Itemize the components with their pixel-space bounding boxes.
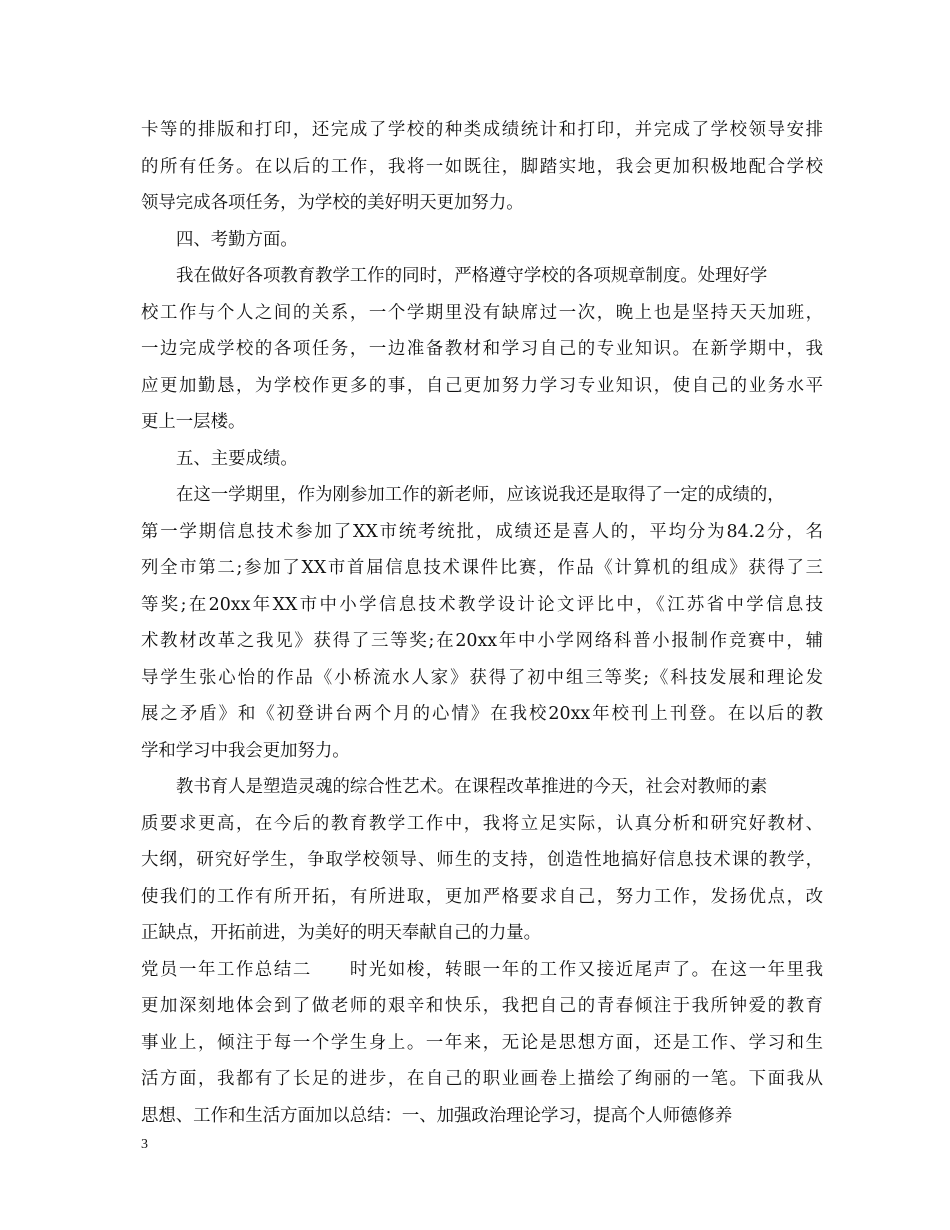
text-line: 第一学期信息技术参加了XX市统考统批，成绩还是喜人的，平均分为84.2分，名 xyxy=(141,521,823,542)
text-line: 大纲，研究好学生，争取学校领导、师生的支持，创造性地搞好信息技术课的教学， xyxy=(141,850,823,870)
text-line: 卡等的排版和打印，还完成了学校的种类成绩统计和打印，并完成了学校领导安排 xyxy=(141,120,823,140)
text-line: 更上一层楼。 xyxy=(141,412,246,432)
section-heading: 四、考勤方面。 xyxy=(176,229,298,250)
text-line: 学和学习中我会更加努力。 xyxy=(141,740,350,761)
text-line: 我在做好各项教育教学工作的同时，严格遵守学校的各项规章制度。处理好学 xyxy=(176,266,768,286)
text-line: 术教材改革之我见》获得了三等奖;在20xx年中小学网络科普小报制作竞赛中，辅 xyxy=(141,631,823,651)
text-line: 导学生张心怡的作品《小桥流水人家》获得了初中组三等奖;《科技发展和理论发 xyxy=(141,667,823,688)
text-line: 党员一年工作总结二 时光如梭，转眼一年的工作又接近尾声了。在这一年里我 xyxy=(141,959,823,980)
text-line: 列全市第二;参加了XX市首届信息技术课件比赛，作品《计算机的组成》获得了三 xyxy=(141,558,823,578)
section-heading: 五、主要成绩。 xyxy=(176,448,298,469)
text-line: 领导完成各项任务，为学校的美好明天更加努力。 xyxy=(141,193,524,213)
text-line: 等奖;在20xx年XX市中小学信息技术教学设计论文评比中，《江苏省中学信息技 xyxy=(141,594,823,615)
text-line: 应更加勤恳，为学校作更多的事，自己更加努力学习专业知识，使自己的业务水平 xyxy=(141,375,823,396)
text-line: 一边完成学校的各项任务，一边准备教材和学习自己的专业知识。在新学期中，我 xyxy=(141,339,823,359)
page-number: 3 xyxy=(141,1137,148,1152)
text-line: 校工作与个人之间的关系，一个学期里没有缺席过一次，晚上也是坚持天天加班， xyxy=(141,302,823,323)
text-line: 思想、工作和生活方面加以总结：一、加强政治理论学习，提高个人师德修养 xyxy=(141,1105,733,1126)
text-line: 在这一学期里，作为刚参加工作的新老师，应该说我还是取得了一定的成绩的， xyxy=(176,485,785,505)
document-body xyxy=(141,112,823,1134)
text-line: 的所有任务。在以后的工作，我将一如既往，脚踏实地，我会更加积极地配合学校 xyxy=(141,156,823,177)
text-line: 更加深刻地体会到了做老师的艰辛和快乐，我把自己的青春倾注于我所钟爱的教育 xyxy=(141,996,823,1016)
text-line: 展之矛盾》和《初登讲台两个月的心情》在我校20xx年校刊上刊登。在以后的教 xyxy=(141,704,823,724)
text-line: 正缺点，开拓前进，为美好的明天奉献自己的力量。 xyxy=(141,923,541,943)
text-line: 教书育人是塑造灵魂的综合性艺术。在课程改革推进的今天，社会对教师的素 xyxy=(176,777,768,797)
text-line: 使我们的工作有所开拓，有所进取，更加严格要求自己，努力工作，发扬优点，改 xyxy=(141,886,823,907)
text-line: 质要求更高，在今后的教育教学工作中，我将立足实际，认真分析和研究好教材、 xyxy=(141,813,823,834)
text-line: 事业上，倾注于每一个学生身上。一年来，无论是思想方面，还是工作、学习和生 xyxy=(141,1032,823,1053)
text-line: 活方面，我都有了长足的进步，在自己的职业画卷上描绘了绚丽的一笔。下面我从 xyxy=(141,1069,823,1089)
